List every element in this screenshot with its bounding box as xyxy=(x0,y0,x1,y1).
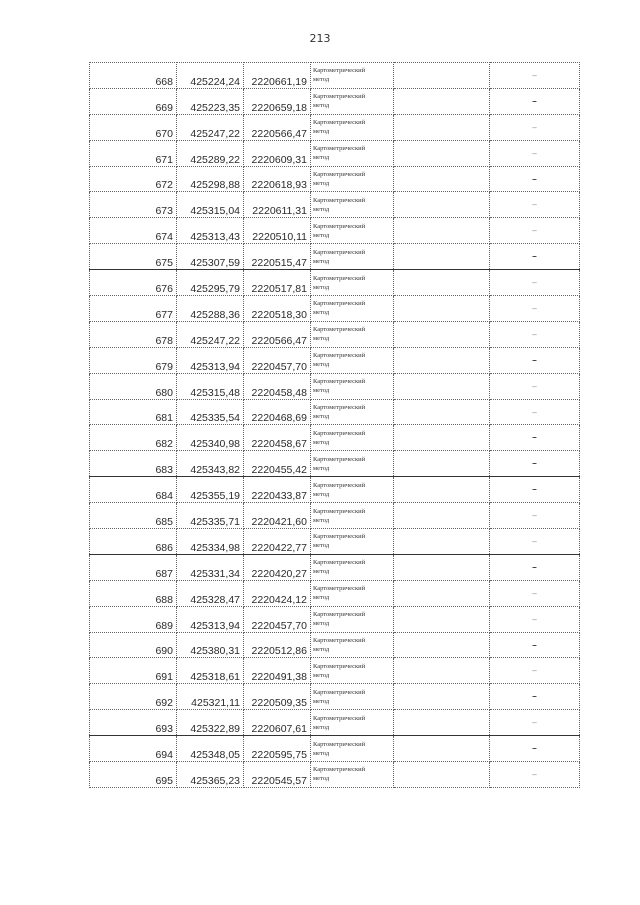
table-row xyxy=(90,244,580,270)
empty-cell xyxy=(394,503,490,529)
empty-cell xyxy=(394,140,490,166)
x-coordinate: 425365,23 xyxy=(177,762,244,788)
empty-cell xyxy=(394,321,490,347)
method-label: Картометрический xyxy=(313,455,366,463)
dash-cell: – xyxy=(490,554,580,580)
method-label: Картометрический xyxy=(313,766,366,774)
point-number: 672 xyxy=(90,166,177,192)
method-cell xyxy=(311,192,394,218)
table-row xyxy=(90,399,580,425)
y-coordinate: 2220609,31 xyxy=(244,140,311,166)
point-number: 678 xyxy=(90,321,177,347)
method-label-cont: метод xyxy=(313,464,330,472)
empty-cell xyxy=(394,88,490,114)
point-number: 688 xyxy=(90,580,177,606)
table-row xyxy=(90,296,580,322)
dash-cell: – xyxy=(490,580,580,606)
y-coordinate: 2220510,11 xyxy=(244,218,311,244)
empty-cell xyxy=(394,218,490,244)
method-label: Картометрический xyxy=(313,714,366,722)
method-label-cont: метод xyxy=(313,490,330,498)
empty-cell xyxy=(394,632,490,658)
empty-cell xyxy=(394,373,490,399)
point-number: 687 xyxy=(90,554,177,580)
table-row xyxy=(90,373,580,399)
coordinates-table xyxy=(89,62,580,788)
point-number: 685 xyxy=(90,503,177,529)
dash-cell: – xyxy=(490,321,580,347)
x-coordinate: 425295,79 xyxy=(177,270,244,296)
x-coordinate: 425288,36 xyxy=(177,296,244,322)
method-label: Картометрический xyxy=(313,300,366,308)
dash-cell: – xyxy=(490,503,580,529)
method-label: Картометрический xyxy=(313,326,366,334)
y-coordinate: 2220457,70 xyxy=(244,347,311,373)
method-label-cont: метод xyxy=(313,542,330,550)
point-number: 695 xyxy=(90,762,177,788)
method-label: Картометрический xyxy=(313,378,366,386)
method-cell xyxy=(311,554,394,580)
y-coordinate: 2220618,93 xyxy=(244,166,311,192)
method-label: Картометрический xyxy=(313,145,366,153)
method-cell xyxy=(311,347,394,373)
method-label-cont: метод xyxy=(313,516,330,524)
empty-cell xyxy=(394,399,490,425)
method-cell xyxy=(311,88,394,114)
method-label: Картометрический xyxy=(313,662,366,670)
y-coordinate: 2220512,86 xyxy=(244,632,311,658)
y-coordinate: 2220566,47 xyxy=(244,114,311,140)
point-number: 673 xyxy=(90,192,177,218)
y-coordinate: 2220607,61 xyxy=(244,710,311,736)
empty-cell xyxy=(394,477,490,503)
x-coordinate: 425322,89 xyxy=(177,710,244,736)
dash-cell: – xyxy=(490,451,580,477)
method-cell xyxy=(311,270,394,296)
dash-cell: – xyxy=(490,632,580,658)
method-label-cont: метод xyxy=(313,76,330,84)
method-label-cont: метод xyxy=(313,697,330,705)
empty-cell xyxy=(394,710,490,736)
empty-cell xyxy=(394,296,490,322)
method-label-cont: метод xyxy=(313,387,330,395)
table-row xyxy=(90,166,580,192)
method-label-cont: метод xyxy=(313,205,330,213)
table-row xyxy=(90,503,580,529)
method-cell xyxy=(311,321,394,347)
y-coordinate: 2220661,19 xyxy=(244,63,311,89)
x-coordinate: 425289,22 xyxy=(177,140,244,166)
method-label: Картометрический xyxy=(313,196,366,204)
method-cell xyxy=(311,399,394,425)
dash-cell: – xyxy=(490,63,580,89)
method-cell xyxy=(311,736,394,762)
x-coordinate: 425247,22 xyxy=(177,321,244,347)
point-number: 675 xyxy=(90,244,177,270)
dash-cell: – xyxy=(490,347,580,373)
dash-cell: – xyxy=(490,166,580,192)
method-cell xyxy=(311,477,394,503)
y-coordinate: 2220566,47 xyxy=(244,321,311,347)
method-label-cont: метод xyxy=(313,257,330,265)
y-coordinate: 2220457,70 xyxy=(244,606,311,632)
table-row xyxy=(90,192,580,218)
method-label: Картометрический xyxy=(313,740,366,748)
point-number: 668 xyxy=(90,63,177,89)
method-cell xyxy=(311,373,394,399)
table-row xyxy=(90,321,580,347)
x-coordinate: 425334,98 xyxy=(177,529,244,555)
table-row xyxy=(90,632,580,658)
x-coordinate: 425340,98 xyxy=(177,425,244,451)
dash-cell: – xyxy=(490,399,580,425)
dash-cell: – xyxy=(490,684,580,710)
x-coordinate: 425223,35 xyxy=(177,88,244,114)
y-coordinate: 2220545,57 xyxy=(244,762,311,788)
method-label: Картометрический xyxy=(313,352,366,360)
point-number: 692 xyxy=(90,684,177,710)
table-row xyxy=(90,451,580,477)
table-row xyxy=(90,658,580,684)
method-label-cont: метод xyxy=(313,723,330,731)
dash-cell: – xyxy=(490,762,580,788)
empty-cell xyxy=(394,114,490,140)
method-label-cont: метод xyxy=(313,568,330,576)
table-row xyxy=(90,554,580,580)
x-coordinate: 425315,04 xyxy=(177,192,244,218)
y-coordinate: 2220468,69 xyxy=(244,399,311,425)
page-number: 213 xyxy=(309,32,331,45)
method-cell xyxy=(311,296,394,322)
method-label: Картометрический xyxy=(313,222,366,230)
y-coordinate: 2220595,75 xyxy=(244,736,311,762)
method-label: Картометрический xyxy=(313,688,366,696)
point-number: 671 xyxy=(90,140,177,166)
method-label-cont: метод xyxy=(313,413,330,421)
dash-cell: – xyxy=(490,736,580,762)
x-coordinate: 425298,88 xyxy=(177,166,244,192)
empty-cell xyxy=(394,63,490,89)
y-coordinate: 2220424,12 xyxy=(244,580,311,606)
point-number: 689 xyxy=(90,606,177,632)
method-cell xyxy=(311,710,394,736)
point-number: 670 xyxy=(90,114,177,140)
empty-cell xyxy=(394,451,490,477)
table-row xyxy=(90,114,580,140)
table-row xyxy=(90,425,580,451)
y-coordinate: 2220421,60 xyxy=(244,503,311,529)
y-coordinate: 2220611,31 xyxy=(244,192,311,218)
method-label-cont: метод xyxy=(313,102,330,110)
empty-cell xyxy=(394,529,490,555)
method-label-cont: метод xyxy=(313,154,330,162)
point-number: 682 xyxy=(90,425,177,451)
x-coordinate: 425328,47 xyxy=(177,580,244,606)
x-coordinate: 425313,94 xyxy=(177,347,244,373)
empty-cell xyxy=(394,606,490,632)
method-label-cont: метод xyxy=(313,749,330,757)
empty-cell xyxy=(394,244,490,270)
method-cell xyxy=(311,580,394,606)
method-label: Картометрический xyxy=(313,637,366,645)
method-label-cont: метод xyxy=(313,594,330,602)
x-coordinate: 425331,34 xyxy=(177,554,244,580)
point-number: 669 xyxy=(90,88,177,114)
table-row xyxy=(90,347,580,373)
method-label: Картометрический xyxy=(313,507,366,515)
method-label: Картометрический xyxy=(313,481,366,489)
method-label: Картометрический xyxy=(313,559,366,567)
method-label: Картометрический xyxy=(313,404,366,412)
y-coordinate: 2220518,30 xyxy=(244,296,311,322)
method-cell xyxy=(311,140,394,166)
y-coordinate: 2220509,35 xyxy=(244,684,311,710)
point-number: 690 xyxy=(90,632,177,658)
method-cell xyxy=(311,244,394,270)
method-label-cont: метод xyxy=(313,180,330,187)
dash-cell: – xyxy=(490,140,580,166)
dash-cell: – xyxy=(490,192,580,218)
dash-cell: – xyxy=(490,373,580,399)
method-label-cont: метод xyxy=(313,671,330,679)
table-row xyxy=(90,140,580,166)
table-row xyxy=(90,580,580,606)
method-label: Картометрический xyxy=(313,93,366,101)
dash-cell: – xyxy=(490,244,580,270)
table-row xyxy=(90,63,580,89)
y-coordinate: 2220455,42 xyxy=(244,451,311,477)
dash-cell: – xyxy=(490,710,580,736)
table-row xyxy=(90,762,580,788)
method-label-cont: метод xyxy=(313,361,330,369)
method-label-cont: метод xyxy=(313,646,330,654)
empty-cell xyxy=(394,166,490,192)
method-cell xyxy=(311,503,394,529)
table-row xyxy=(90,710,580,736)
empty-cell xyxy=(394,684,490,710)
y-coordinate: 2220659,18 xyxy=(244,88,311,114)
dash-cell: – xyxy=(490,270,580,296)
point-number: 679 xyxy=(90,347,177,373)
method-cell xyxy=(311,658,394,684)
y-coordinate: 2220458,67 xyxy=(244,425,311,451)
y-coordinate: 2220422,77 xyxy=(244,529,311,555)
method-label: Картометрический xyxy=(313,119,366,127)
empty-cell xyxy=(394,580,490,606)
table-row xyxy=(90,218,580,244)
table-row xyxy=(90,736,580,762)
method-label: Картометрический xyxy=(313,429,366,437)
empty-cell xyxy=(394,658,490,684)
dash-cell: – xyxy=(490,218,580,244)
method-label-cont: метод xyxy=(313,231,330,239)
empty-cell xyxy=(394,270,490,296)
x-coordinate: 425380,31 xyxy=(177,632,244,658)
dash-cell: – xyxy=(490,296,580,322)
dash-cell: – xyxy=(490,114,580,140)
x-coordinate: 425313,43 xyxy=(177,218,244,244)
table-row xyxy=(90,684,580,710)
x-coordinate: 425307,59 xyxy=(177,244,244,270)
x-coordinate: 425335,71 xyxy=(177,503,244,529)
x-coordinate: 425318,61 xyxy=(177,658,244,684)
method-label: Картометрический xyxy=(313,67,366,75)
x-coordinate: 425343,82 xyxy=(177,451,244,477)
dash-cell: – xyxy=(490,425,580,451)
table-row xyxy=(90,606,580,632)
method-label-cont: метод xyxy=(313,128,330,136)
y-coordinate: 2220420,27 xyxy=(244,554,311,580)
method-cell xyxy=(311,166,394,192)
y-coordinate: 2220458,48 xyxy=(244,373,311,399)
dash-cell: – xyxy=(490,606,580,632)
dash-cell: – xyxy=(490,529,580,555)
method-label: Картометрический xyxy=(313,585,366,593)
x-coordinate: 425224,24 xyxy=(177,63,244,89)
empty-cell xyxy=(394,192,490,218)
method-cell xyxy=(311,63,394,89)
x-coordinate: 425315,48 xyxy=(177,373,244,399)
dash-cell: – xyxy=(490,477,580,503)
method-cell xyxy=(311,762,394,788)
point-number: 674 xyxy=(90,218,177,244)
table-row xyxy=(90,529,580,555)
point-number: 694 xyxy=(90,736,177,762)
table-row xyxy=(90,270,580,296)
method-cell xyxy=(311,218,394,244)
point-number: 680 xyxy=(90,373,177,399)
y-coordinate: 2220491,38 xyxy=(244,658,311,684)
empty-cell xyxy=(394,425,490,451)
method-label-cont: метод xyxy=(313,620,330,628)
method-label: Картометрический xyxy=(313,274,366,282)
method-label-cont: метод xyxy=(313,438,330,446)
dash-cell: – xyxy=(490,658,580,684)
method-cell xyxy=(311,529,394,555)
y-coordinate: 2220517,81 xyxy=(244,270,311,296)
method-label: Картометрический xyxy=(313,171,366,178)
empty-cell xyxy=(394,762,490,788)
x-coordinate: 425313,94 xyxy=(177,606,244,632)
point-number: 683 xyxy=(90,451,177,477)
point-number: 676 xyxy=(90,270,177,296)
point-number: 677 xyxy=(90,296,177,322)
empty-cell xyxy=(394,554,490,580)
method-cell xyxy=(311,684,394,710)
point-number: 693 xyxy=(90,710,177,736)
method-cell xyxy=(311,114,394,140)
point-number: 691 xyxy=(90,658,177,684)
dash-cell: – xyxy=(490,88,580,114)
empty-cell xyxy=(394,347,490,373)
point-number: 681 xyxy=(90,399,177,425)
y-coordinate: 2220515,47 xyxy=(244,244,311,270)
method-label-cont: метод xyxy=(313,309,330,317)
point-number: 686 xyxy=(90,529,177,555)
method-label-cont: метод xyxy=(313,775,330,783)
method-label: Картометрический xyxy=(313,248,366,256)
table-row xyxy=(90,477,580,503)
y-coordinate: 2220433,87 xyxy=(244,477,311,503)
point-number: 684 xyxy=(90,477,177,503)
table-row xyxy=(90,88,580,114)
method-cell xyxy=(311,632,394,658)
method-cell xyxy=(311,606,394,632)
x-coordinate: 425355,19 xyxy=(177,477,244,503)
method-label-cont: метод xyxy=(313,283,330,291)
method-cell xyxy=(311,451,394,477)
method-label-cont: метод xyxy=(313,335,330,343)
table-body xyxy=(90,63,580,788)
x-coordinate: 425321,11 xyxy=(177,684,244,710)
x-coordinate: 425247,22 xyxy=(177,114,244,140)
method-cell xyxy=(311,425,394,451)
empty-cell xyxy=(394,736,490,762)
x-coordinate: 425348,05 xyxy=(177,736,244,762)
x-coordinate: 425335,54 xyxy=(177,399,244,425)
method-label: Картометрический xyxy=(313,533,366,541)
method-label: Картометрический xyxy=(313,611,366,619)
